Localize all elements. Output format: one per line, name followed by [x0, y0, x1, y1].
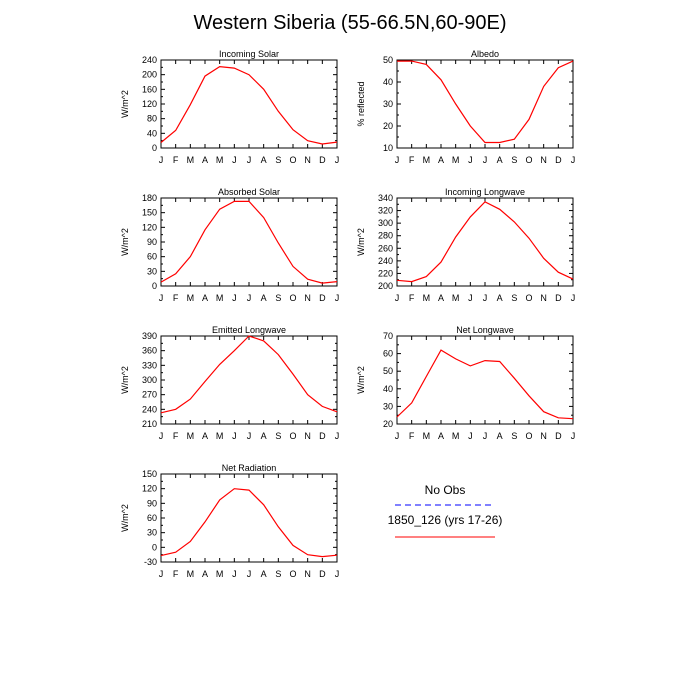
- x-tick-label: J: [468, 293, 473, 303]
- x-tick-label: D: [319, 569, 326, 579]
- panel-0: [120, 49, 339, 165]
- x-tick-label: O: [289, 569, 297, 579]
- x-tick-label: J: [232, 293, 237, 303]
- y-tick-label: 120: [141, 483, 157, 494]
- x-tick-label: O: [525, 155, 533, 165]
- plot-frame: [397, 336, 573, 424]
- x-tick-label: O: [289, 155, 297, 165]
- x-tick-label: J: [246, 293, 252, 303]
- y-tick-label: 40: [382, 383, 393, 394]
- y-tick-label: 280: [377, 230, 393, 241]
- x-tick-label: A: [437, 293, 445, 303]
- x-tick-label: M: [422, 293, 431, 303]
- x-tick-label: M: [451, 155, 460, 165]
- x-tick-label: M: [422, 431, 431, 441]
- x-tick-label: N: [540, 431, 547, 441]
- y-tick-label: 20: [382, 419, 393, 429]
- panel-5: [356, 325, 575, 441]
- y-tick-label: 60: [382, 348, 393, 359]
- x-tick-label: M: [451, 293, 460, 303]
- panel-title: Net Longwave: [456, 325, 514, 335]
- x-tick-label: M: [186, 431, 195, 441]
- x-tick-label: J: [570, 431, 576, 441]
- y-tick-label: 160: [141, 84, 157, 95]
- x-tick-label: J: [232, 569, 237, 579]
- x-tick-label: M: [215, 569, 224, 579]
- plot-frame: [397, 198, 573, 286]
- x-tick-label: J: [468, 431, 473, 441]
- x-tick-label: A: [201, 155, 209, 165]
- legend: [388, 483, 503, 537]
- x-tick-label: D: [555, 293, 562, 303]
- y-tick-label: 240: [141, 404, 157, 415]
- x-tick-label: D: [319, 431, 326, 441]
- y-tick-label: 390: [141, 331, 157, 341]
- x-tick-label: J: [394, 431, 400, 441]
- x-tick-label: S: [511, 431, 518, 441]
- x-tick-label: J: [158, 293, 164, 303]
- y-tick-label: 30: [382, 401, 393, 412]
- y-tick-label: 150: [141, 469, 157, 479]
- y-tick-label: 360: [141, 345, 157, 356]
- x-tick-label: A: [201, 293, 209, 303]
- x-tick-label: J: [570, 155, 576, 165]
- panel-1: [356, 49, 575, 165]
- y-tick-label: 20: [382, 121, 393, 131]
- x-tick-label: J: [232, 431, 237, 441]
- x-tick-label: O: [525, 293, 533, 303]
- x-tick-label: M: [186, 569, 195, 579]
- y-tick-label: 90: [146, 237, 157, 247]
- series-line: [397, 350, 573, 419]
- y-tick-label: 260: [377, 243, 393, 254]
- series-line: [161, 201, 337, 283]
- y-axis-label: W/m^2: [120, 504, 130, 532]
- x-tick-label: A: [496, 431, 503, 441]
- x-tick-label: J: [482, 431, 488, 441]
- y-tick-label: 240: [377, 255, 393, 266]
- y-tick-label: 60: [146, 513, 157, 523]
- y-tick-label: 0: [151, 143, 157, 153]
- x-tick-label: F: [408, 155, 415, 165]
- x-tick-label: J: [482, 293, 488, 303]
- x-tick-label: J: [394, 293, 400, 303]
- x-tick-label: F: [408, 431, 415, 441]
- x-tick-label: M: [186, 293, 195, 303]
- legend-label: No Obs: [424, 483, 466, 497]
- x-tick-label: O: [289, 293, 297, 303]
- panel-3: [356, 187, 575, 303]
- panel-2: [120, 187, 339, 303]
- x-tick-label: D: [555, 431, 562, 441]
- y-tick-label: 150: [141, 207, 157, 218]
- panel-title: Absorbed Solar: [217, 187, 281, 197]
- y-tick-label: 240: [141, 55, 157, 65]
- x-tick-label: J: [246, 431, 252, 441]
- series-line: [161, 67, 337, 144]
- x-tick-label: M: [186, 155, 195, 165]
- x-tick-label: O: [289, 431, 297, 441]
- y-axis-label: W/m^2: [120, 228, 130, 256]
- x-tick-label: M: [215, 293, 224, 303]
- y-tick-label: -30: [143, 557, 157, 567]
- x-tick-label: A: [201, 431, 209, 441]
- y-tick-label: 200: [141, 69, 157, 80]
- x-tick-label: J: [158, 155, 164, 165]
- x-tick-label: J: [570, 293, 576, 303]
- y-tick-label: 210: [141, 419, 157, 429]
- x-tick-label: A: [260, 431, 267, 441]
- panel-title: Albedo: [470, 49, 500, 59]
- x-tick-label: N: [540, 293, 547, 303]
- y-tick-label: 200: [377, 281, 393, 291]
- x-tick-label: J: [334, 431, 340, 441]
- x-tick-label: M: [215, 431, 224, 441]
- x-tick-label: J: [482, 155, 488, 165]
- x-tick-label: S: [275, 431, 282, 441]
- panel-title: Incoming Solar: [218, 49, 280, 59]
- plot-frame: [161, 336, 337, 424]
- x-tick-label: S: [511, 155, 518, 165]
- y-tick-label: 180: [141, 193, 157, 203]
- y-tick-label: 340: [377, 193, 393, 203]
- x-tick-label: J: [246, 569, 252, 579]
- x-tick-label: A: [260, 293, 267, 303]
- x-tick-label: D: [319, 293, 326, 303]
- x-tick-label: F: [172, 155, 179, 165]
- x-tick-label: A: [260, 155, 267, 165]
- y-tick-label: 80: [146, 113, 157, 124]
- x-tick-label: J: [334, 155, 340, 165]
- x-tick-label: N: [304, 569, 311, 579]
- y-tick-label: 50: [382, 366, 393, 377]
- y-axis-label: W/m^2: [356, 228, 366, 256]
- y-tick-label: 120: [141, 222, 157, 233]
- y-axis-label: W/m^2: [120, 366, 130, 394]
- panel-title: Emitted Longwave: [211, 325, 287, 335]
- x-tick-label: A: [437, 155, 445, 165]
- x-tick-label: F: [172, 569, 179, 579]
- panel-title: Incoming Longwave: [444, 187, 526, 197]
- x-tick-label: F: [172, 431, 179, 441]
- x-tick-label: J: [232, 155, 237, 165]
- panel-4: [120, 325, 339, 441]
- x-tick-label: A: [496, 293, 503, 303]
- plot-frame: [161, 198, 337, 286]
- x-tick-label: F: [408, 293, 415, 303]
- y-tick-label: 30: [146, 266, 157, 277]
- series-line: [397, 61, 573, 142]
- y-tick-label: 70: [382, 331, 393, 341]
- y-tick-label: 300: [377, 218, 393, 229]
- x-tick-label: M: [451, 431, 460, 441]
- legend-label: 1850_126 (yrs 17-26): [387, 513, 503, 527]
- x-tick-label: J: [334, 293, 340, 303]
- x-tick-label: D: [319, 155, 326, 165]
- x-tick-label: F: [172, 293, 179, 303]
- y-tick-label: 40: [382, 77, 393, 87]
- x-tick-label: J: [334, 569, 340, 579]
- y-tick-label: 60: [146, 251, 157, 262]
- y-tick-label: 30: [382, 99, 393, 109]
- y-tick-label: 270: [141, 389, 157, 400]
- x-tick-label: S: [275, 293, 282, 303]
- y-tick-label: 30: [146, 527, 157, 538]
- figure-title: Western Siberia (55-66.5N,60-90E): [193, 12, 507, 34]
- y-tick-label: 40: [146, 128, 157, 139]
- y-tick-label: 10: [382, 143, 393, 153]
- x-tick-label: A: [496, 155, 503, 165]
- y-tick-label: 0: [151, 281, 157, 291]
- x-tick-label: S: [275, 569, 282, 579]
- x-tick-label: S: [275, 155, 282, 165]
- y-axis-label: % reflected: [356, 81, 366, 127]
- x-tick-label: N: [304, 431, 311, 441]
- y-tick-label: 220: [377, 268, 393, 279]
- series-line: [161, 489, 337, 557]
- x-tick-label: J: [468, 155, 473, 165]
- y-axis-label: W/m^2: [356, 366, 366, 394]
- y-tick-label: 50: [382, 55, 393, 65]
- x-tick-label: J: [158, 569, 164, 579]
- x-tick-label: A: [260, 569, 267, 579]
- x-tick-label: A: [437, 431, 445, 441]
- y-tick-label: 90: [146, 498, 157, 509]
- x-tick-label: N: [540, 155, 547, 165]
- x-tick-label: J: [158, 431, 164, 441]
- x-tick-label: D: [555, 155, 562, 165]
- plot-frame: [397, 60, 573, 148]
- x-tick-label: J: [394, 155, 400, 165]
- y-axis-label: W/m^2: [120, 90, 130, 118]
- plot-frame: [161, 474, 337, 562]
- x-tick-label: A: [201, 569, 209, 579]
- x-tick-label: S: [511, 293, 518, 303]
- plot-frame: [161, 60, 337, 148]
- series-line: [397, 202, 573, 282]
- x-tick-label: N: [304, 155, 311, 165]
- x-tick-label: M: [215, 155, 224, 165]
- y-tick-label: 320: [377, 205, 393, 216]
- panel-6: [120, 463, 339, 579]
- x-tick-label: O: [525, 431, 533, 441]
- y-tick-label: 120: [141, 99, 157, 109]
- x-tick-label: J: [246, 155, 252, 165]
- y-tick-label: 0: [151, 542, 157, 553]
- x-tick-label: M: [422, 155, 431, 165]
- y-tick-label: 330: [141, 360, 157, 371]
- x-tick-label: N: [304, 293, 311, 303]
- panel-title: Net Radiation: [221, 463, 277, 473]
- y-tick-label: 300: [141, 375, 157, 385]
- series-line: [161, 336, 337, 413]
